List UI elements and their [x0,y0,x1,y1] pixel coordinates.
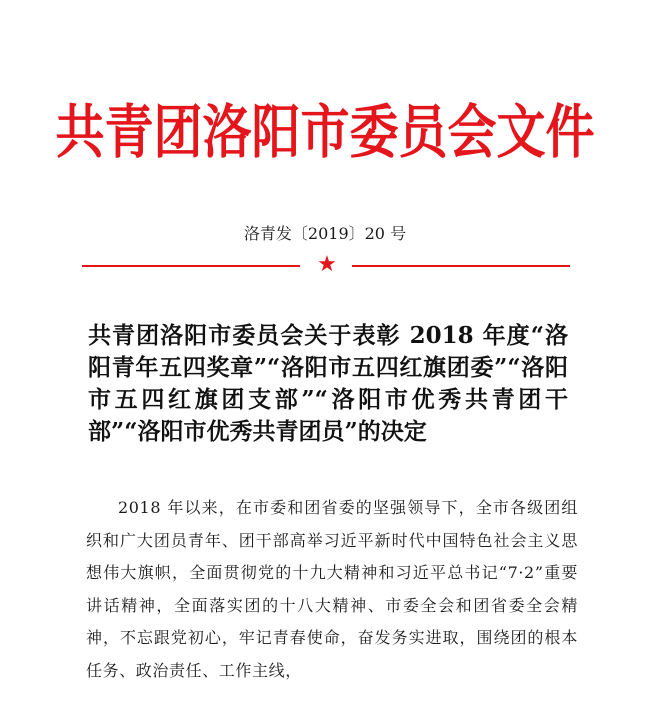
divider-line-right [352,265,570,267]
red-divider [82,252,570,277]
star-icon: ★ [317,252,337,277]
body-paragraph: 2018 年以来，在市委和团省委的坚强领导下，全市各级团组织和广大团员青年、团干部高举习近平新时代中国特色社会主义思想伟大旗帜，全面贯彻党的十九大精神和习近平总书记“7·2”重要讲话精神，全面落实团的十八大精神、市委全会和团省委全会精神，不忘跟党初心，牢记青春使命，奋发务实进取，围绕团的根本任务、政治责任、工作主线， [86,498,578,680]
document-number: 洛青发〔2019〕20 号 [243,224,407,243]
decision-title: 共青团洛阳市委员会关于表彰 2018 年度“洛阳青年五四奖章”“洛阳市五四红旗团委”“洛阳市五四红旗团支部”“洛阳市优秀共青团干部”“洛阳市优秀共青团员”的决定 [88,322,568,445]
divider-line-left [82,265,300,267]
document-header-title: 共青团洛阳市委员会文件 [55,99,595,167]
